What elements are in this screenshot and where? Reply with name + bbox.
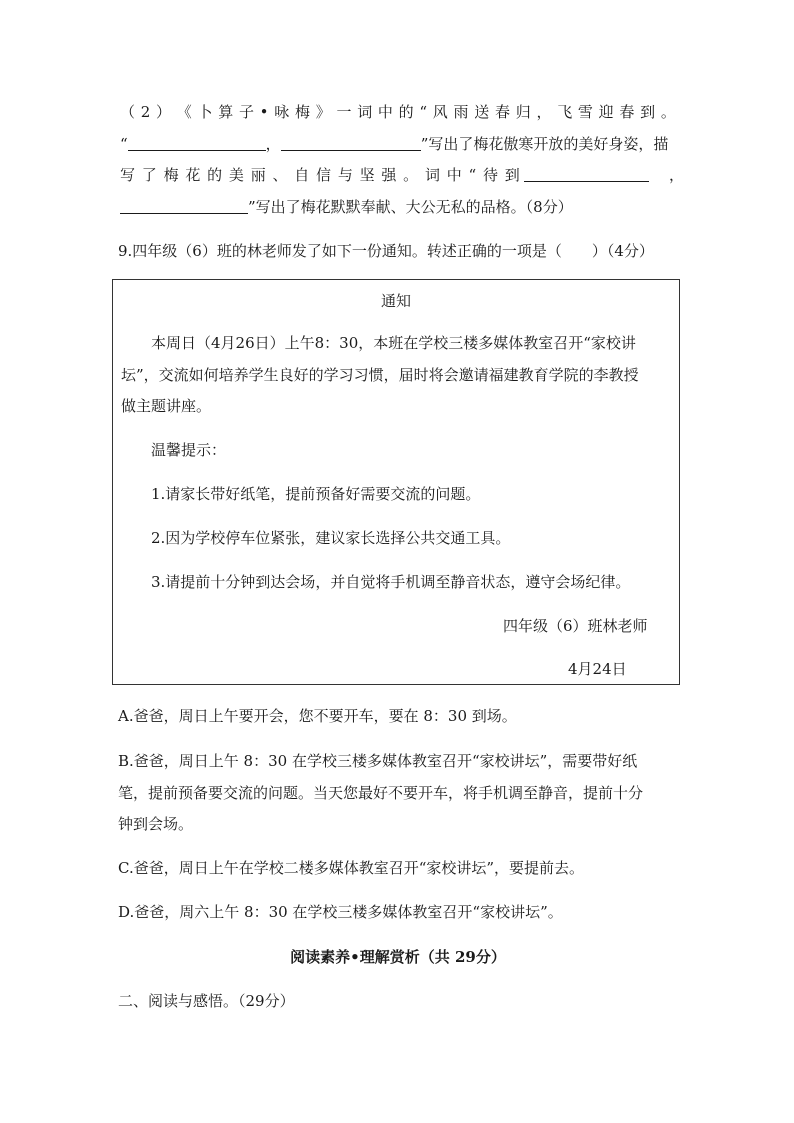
- q8-line3-char: 强: [381, 166, 397, 184]
- q8-open-quote: “: [120, 135, 128, 153]
- q8-line3: [120, 164, 685, 186]
- q8-line1-char: 梅: [294, 103, 310, 121]
- section-heading: 阅读素养•理解赏析（共 29分）: [290, 948, 506, 966]
- q8-line1-char: 《: [176, 103, 192, 121]
- q8-line1-char: 一: [336, 103, 352, 121]
- q8-line3-comma: ，: [669, 166, 685, 184]
- q8-line3-char: “: [468, 166, 477, 184]
- q8-line3-char: 到: [504, 166, 520, 184]
- q8-line1-char: 雨: [453, 103, 469, 121]
- q8-line3-char: 词: [424, 166, 440, 184]
- notice-date: 4月24日: [568, 660, 627, 678]
- option-b-line1[interactable]: B.爸爸，周日上午 8：30 在学校三楼多媒体教室召开“家校讲坛”，需要带好纸: [118, 752, 638, 770]
- q8-line1-char: 迎: [598, 103, 614, 121]
- notice-tip-2: 2.因为学校停车位紧张，建议家长选择公共交通工具。: [151, 529, 511, 547]
- q8-line1: [120, 101, 676, 123]
- q8-blank-2[interactable]: [281, 134, 421, 151]
- q8-line4-tail: ”写出了梅花默默奉献、大公无私的品格。（8分）: [248, 198, 573, 216]
- q8-line3-char: 、: [272, 166, 288, 184]
- notice-body-line2: 坛”，交流如何培养学生良好的学习习惯，届时将会邀请福建教育学院的李教授: [121, 366, 639, 384]
- option-a[interactable]: A.爸爸，周日上午要开会，您不要开车，要在 8：30 到场。: [118, 707, 517, 725]
- q8-blank-4[interactable]: [120, 197, 248, 214]
- q8-line1-char: 雪: [577, 103, 593, 121]
- q8-line3-char: 梅: [163, 166, 179, 184]
- q8-line3-char: 写: [120, 166, 136, 184]
- notice-body-line1: 本周日（4月26日）上午8：30，本班在学校三楼多媒体教室召开“家校讲: [151, 334, 636, 352]
- q8-line3-char: 中: [446, 166, 462, 184]
- q8-line3-char: 了: [141, 166, 157, 184]
- option-c[interactable]: C.爸爸，周日上午在学校二楼多媒体教室召开“家校讲坛”，要提前去。: [118, 859, 585, 877]
- q8-line1-char: 归: [515, 103, 531, 121]
- q8-line3-char: 花: [185, 166, 201, 184]
- q8-line1-char: 算: [218, 103, 234, 121]
- q8-line3-char: 坚: [359, 166, 375, 184]
- q8-line1-char: 》: [315, 103, 331, 121]
- q8-line1-char: 中: [377, 103, 393, 121]
- q8-line1-char: 。: [660, 103, 676, 121]
- notice-box: [112, 279, 680, 685]
- q8-line4: [120, 196, 676, 218]
- option-b-line2[interactable]: 笔，提前预备要交流的问题。当天您最好不要开车，将手机调至静音，提前十分: [118, 784, 644, 802]
- q8-blank-1[interactable]: [128, 134, 266, 151]
- notice-tips-title: 温馨提示：: [151, 441, 227, 459]
- part2-title: 二、阅读与感悟。（29分）: [118, 992, 295, 1010]
- q9-stem: 9.四年级（6）班的林老师发了如下一份通知。转述正确的一项是（ ）（4分）: [118, 242, 654, 260]
- q8-comma: ，: [265, 135, 281, 153]
- notice-title: 通知: [380, 292, 411, 310]
- q8-line1-char: 的: [398, 103, 414, 121]
- q8-line1-char: •: [259, 103, 269, 121]
- q8-line1-char: 卜: [197, 103, 213, 121]
- q8-line1-char: （: [120, 103, 136, 121]
- q8-line3-char: 待: [482, 166, 498, 184]
- q8-line1-char: 春: [619, 103, 635, 121]
- q8-line1-char: 春: [494, 103, 510, 121]
- q8-line1-char: 风: [432, 103, 448, 121]
- notice-tip-1: 1.请家长带好纸笔，提前预备好需要交流的问题。: [151, 485, 481, 503]
- q8-line1-char: 2: [140, 103, 151, 121]
- q8-line3-text: [120, 164, 520, 186]
- q8-line1-char: ）: [156, 103, 172, 121]
- q8-line3-char: 信: [316, 166, 332, 184]
- q8-line1-char: 到: [640, 103, 656, 121]
- q8-line2: [120, 133, 676, 155]
- notice-tip-3: 3.请提前十分钟到达会场，并自觉将手机调至静音状态，遵守会场纪律。: [151, 573, 631, 591]
- q8-line3-char: 。: [403, 166, 419, 184]
- q8-line3-char: 美: [228, 166, 244, 184]
- q8-line1-char: 飞: [557, 103, 573, 121]
- q8-line3-char: 丽: [250, 166, 266, 184]
- notice-body-line3: 做主题讲座。: [121, 397, 212, 415]
- q8-line1-char: 词: [357, 103, 373, 121]
- q8-line3-char: 与: [337, 166, 353, 184]
- q8-blank-3[interactable]: [524, 165, 649, 182]
- q8-line1-char: 送: [474, 103, 490, 121]
- q8-line2-tail: ”写出了梅花傲寒开放的美好身姿，描: [420, 135, 669, 153]
- q8-line1-char: 咏: [274, 103, 290, 121]
- q8-line1-char: 子: [238, 103, 254, 121]
- q8-line1-char: ，: [536, 103, 552, 121]
- q8-line3-char: 的: [207, 166, 223, 184]
- q8-line1-char: “: [419, 103, 428, 121]
- option-d[interactable]: D.爸爸，周六上午 8：30 在学校三楼多媒体教室召开“家校讲坛”。: [118, 903, 563, 921]
- q8-line3-char: 自: [294, 166, 310, 184]
- notice-signature: 四年级（6）班林老师: [503, 617, 648, 635]
- option-b-line3[interactable]: 钟到会场。: [118, 815, 194, 833]
